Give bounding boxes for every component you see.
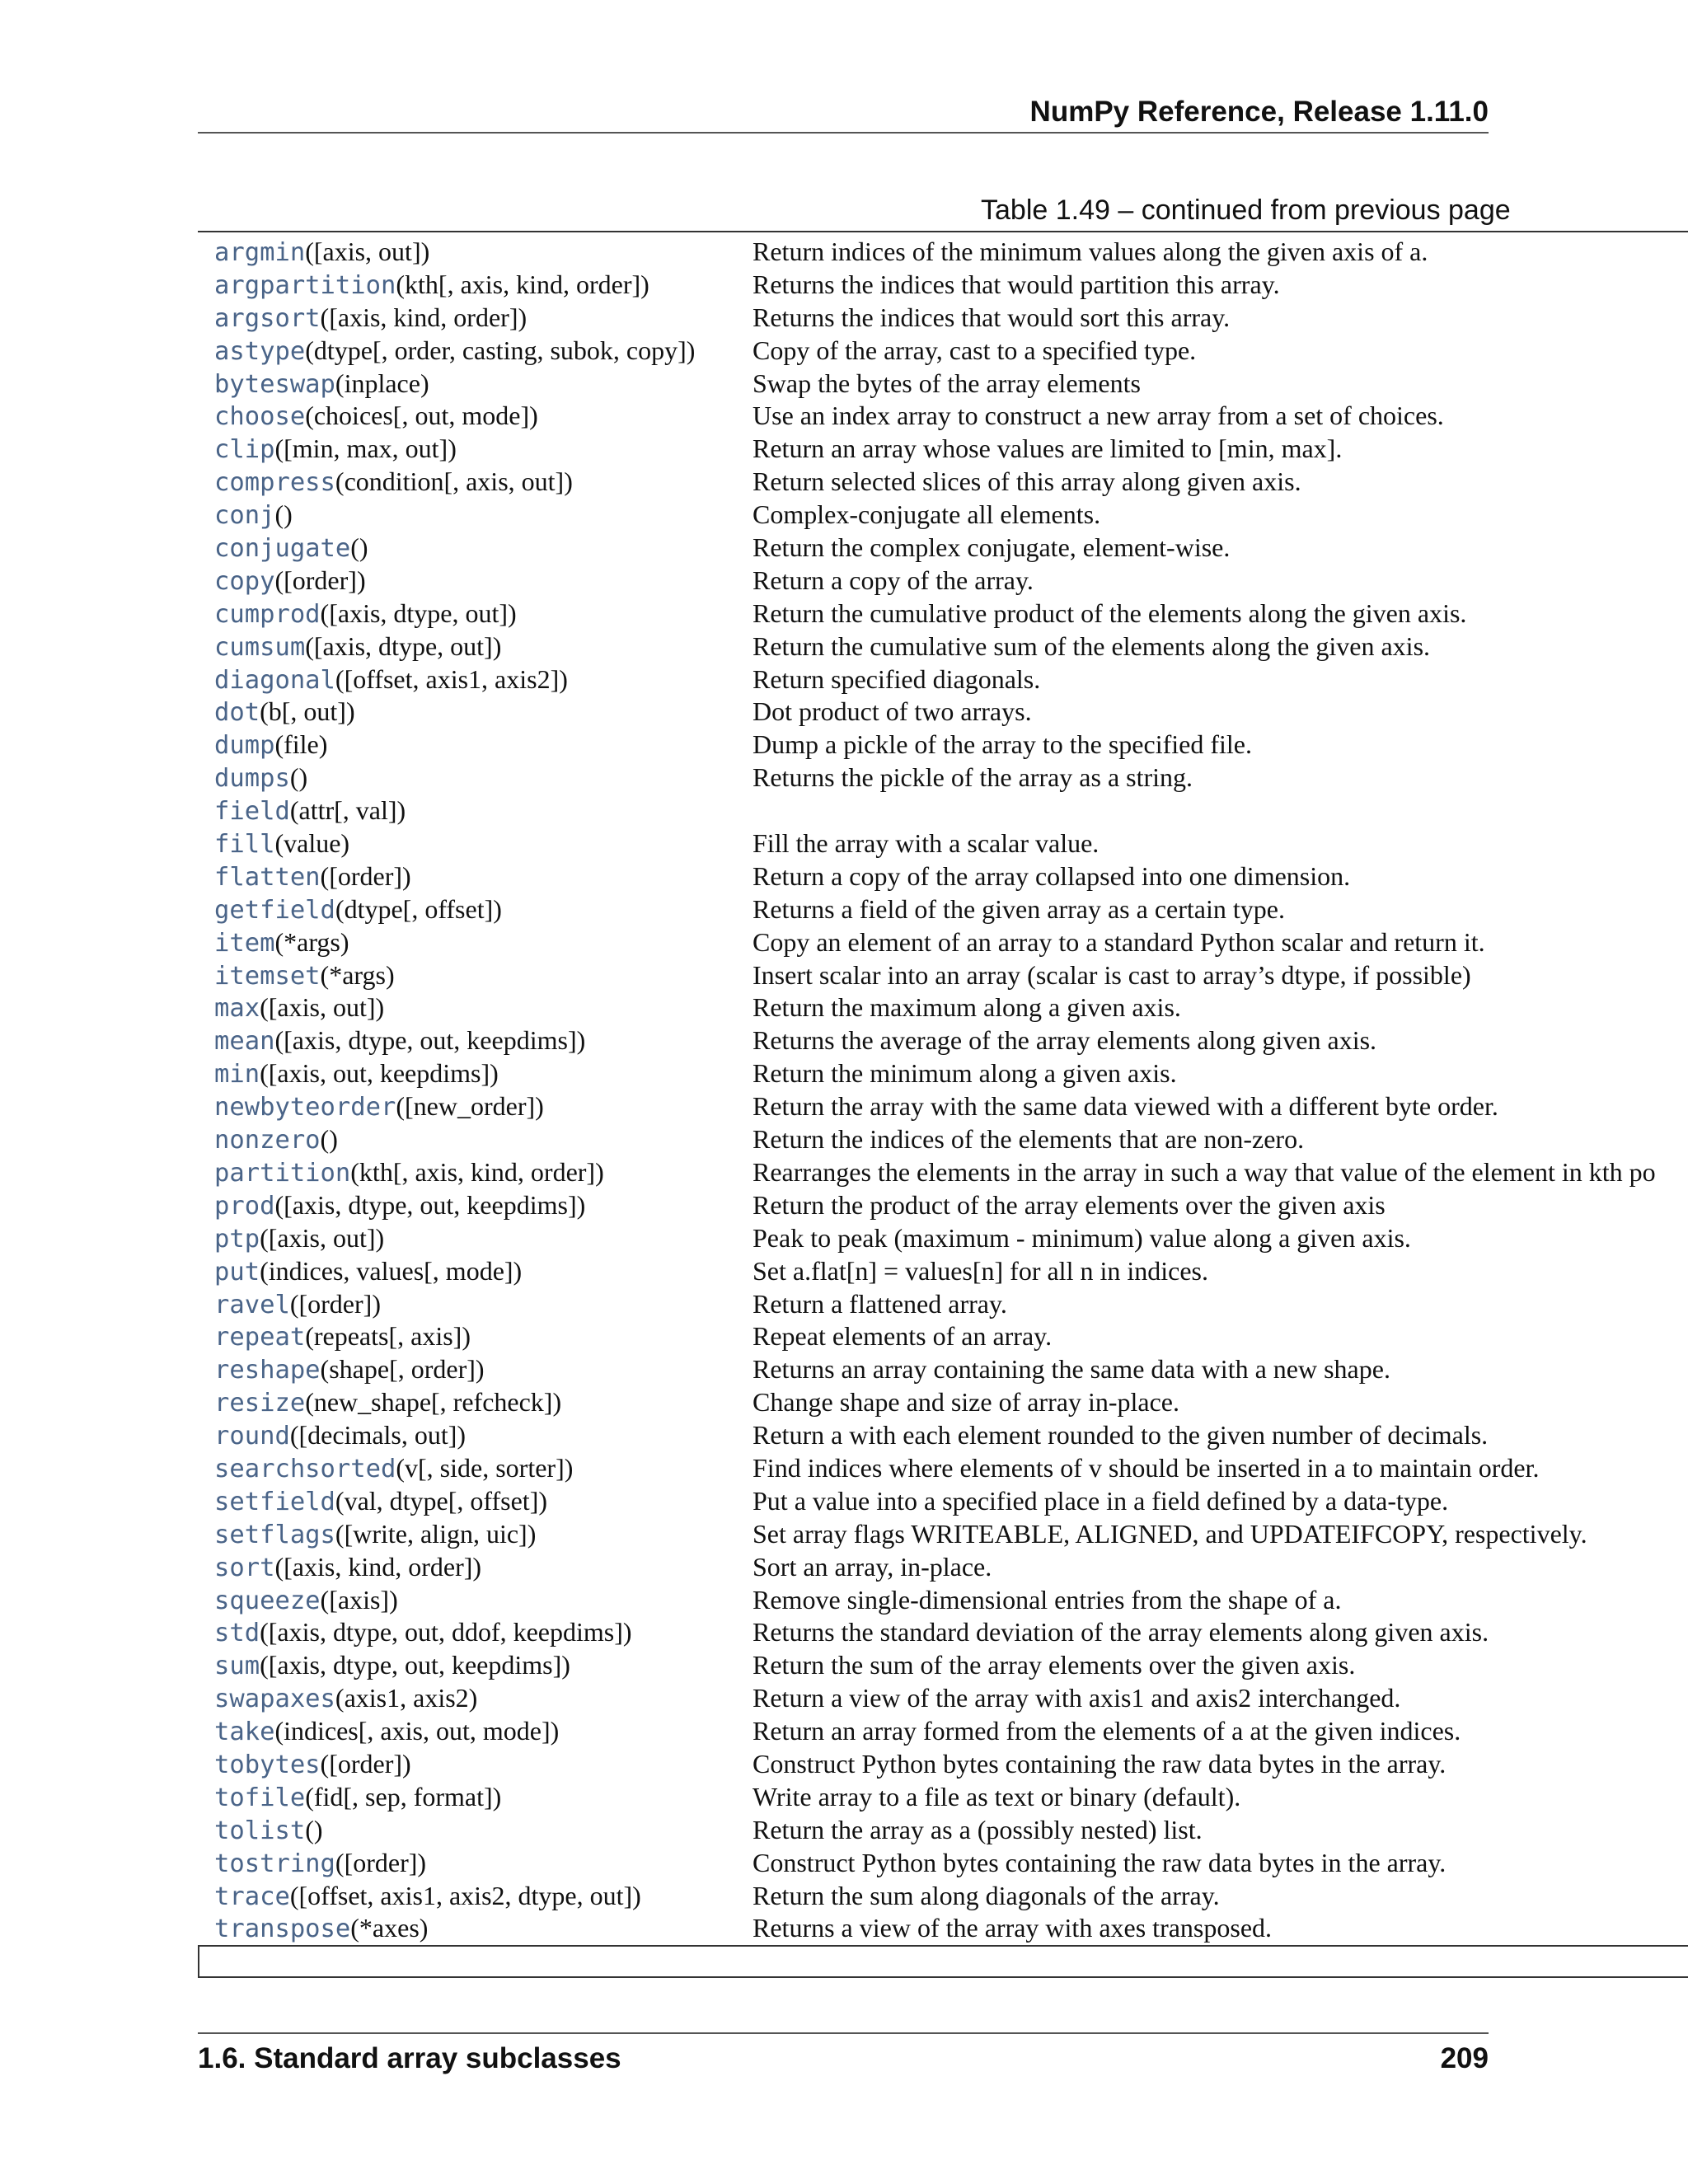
method-args: (b[, out]) xyxy=(260,696,355,727)
table-row xyxy=(198,565,1688,598)
table-row xyxy=(198,729,1688,762)
method-signature xyxy=(214,991,384,1025)
method-description: Return the minimum along a given axis. xyxy=(753,1058,1177,1089)
method-signature xyxy=(214,860,411,894)
table-row xyxy=(198,236,1688,269)
method-name-link[interactable]: choose xyxy=(214,402,306,432)
method-description: Swap the bytes of the array elements xyxy=(753,368,1141,398)
table-row xyxy=(198,1584,1688,1617)
table-row xyxy=(198,1320,1688,1353)
method-signature xyxy=(214,1584,398,1618)
table-row xyxy=(198,991,1688,1024)
method-name-link[interactable]: min xyxy=(214,1060,260,1090)
method-signature xyxy=(214,926,349,960)
table-row xyxy=(198,302,1688,335)
method-signature xyxy=(214,1715,559,1749)
method-description: Write array to a file as text or binary (default). xyxy=(753,1781,1241,1811)
method-name-link[interactable]: resize xyxy=(214,1389,306,1418)
method-description: Return the array with the same data viewed with a different byte order. xyxy=(753,1091,1498,1122)
method-signature xyxy=(214,433,457,466)
method-args: (choices[, out, mode]) xyxy=(305,401,538,431)
method-signature xyxy=(214,696,355,729)
method-signature xyxy=(214,302,527,335)
method-name-link[interactable]: newbyteorder xyxy=(214,1093,396,1122)
method-args: (dtype[, order, casting, subok, copy]) xyxy=(305,335,696,365)
table-row xyxy=(198,1090,1688,1123)
method-description: Rearranges the elements in the array in such a way that value of the element in kth po xyxy=(753,1156,1656,1187)
method-args: ([axis, kind, order]) xyxy=(320,302,528,332)
method-description: Construct Python bytes containing the raw data bytes in the array. xyxy=(753,1847,1447,1877)
method-signature xyxy=(214,1452,573,1486)
method-args: ([decimals, out]) xyxy=(289,1420,467,1451)
method-name-link[interactable]: fill xyxy=(214,830,275,860)
method-name-link[interactable]: conjugate xyxy=(214,534,351,564)
method-name-link[interactable]: cumprod xyxy=(214,599,321,629)
table-row xyxy=(198,368,1688,401)
method-args: ([axis, out]) xyxy=(305,237,430,266)
method-signature xyxy=(214,1781,501,1815)
method-args: ([offset, axis1, axis2]) xyxy=(335,663,568,694)
method-description: Returns the pickle of the array as a string. xyxy=(753,762,1193,793)
method-args: (kth[, axis, kind, order]) xyxy=(350,1156,604,1187)
method-signature xyxy=(214,598,517,631)
method-description: Copy of the array, cast to a specified type. xyxy=(753,335,1197,365)
table-row xyxy=(198,598,1688,630)
method-name-link[interactable]: squeeze xyxy=(214,1586,321,1615)
table-body xyxy=(198,236,1688,1945)
table-row xyxy=(198,1288,1688,1321)
method-signature xyxy=(214,1682,477,1716)
method-description: Return indices of the minimum values along the given axis of a. xyxy=(753,237,1428,266)
method-name-link[interactable]: flatten xyxy=(214,862,321,892)
table-row xyxy=(198,1518,1688,1551)
document-title: NumPy Reference, Release 1.11.0 xyxy=(1029,96,1489,128)
method-args: (shape[, order]) xyxy=(320,1354,485,1385)
method-signature xyxy=(214,762,307,795)
method-signature xyxy=(214,1090,544,1124)
method-description: Return the indices of the elements that are non-zero. xyxy=(753,1124,1305,1155)
method-args: (axis1, axis2) xyxy=(335,1683,478,1713)
method-description: Return the complex conjugate, element-wise. xyxy=(753,532,1231,563)
method-signature xyxy=(214,959,395,993)
method-args: () xyxy=(350,532,368,563)
table-row xyxy=(198,663,1688,696)
method-description: Insert scalar into an array (scalar is cast to array’s dtype, if possible) xyxy=(753,959,1471,990)
method-name-link[interactable]: dump xyxy=(214,731,275,761)
method-description: Fill the array with a scalar value. xyxy=(753,828,1100,859)
method-name-link[interactable]: astype xyxy=(214,336,306,366)
method-args: (*args) xyxy=(274,926,349,957)
method-args: ([axis, kind, order]) xyxy=(274,1551,482,1582)
method-signature xyxy=(214,1057,499,1091)
table-bottom-border xyxy=(198,1945,1688,1978)
method-name-link[interactable]: mean xyxy=(214,1027,275,1057)
method-name-link[interactable]: reshape xyxy=(214,1356,321,1385)
method-description: Return a flattened array. xyxy=(753,1288,1007,1319)
method-signature xyxy=(214,630,501,664)
method-args: ([axis, dtype, out, keepdims]) xyxy=(274,1025,586,1056)
method-args: () xyxy=(305,1814,323,1844)
method-description: Sort an array, in-place. xyxy=(753,1551,992,1582)
method-description: Remove single-dimensional entries from the shape of a. xyxy=(753,1584,1342,1615)
method-signature xyxy=(214,1419,466,1453)
method-signature xyxy=(214,499,293,532)
table-row xyxy=(198,1123,1688,1156)
table-row xyxy=(198,499,1688,532)
method-name-link[interactable]: std xyxy=(214,1619,260,1648)
method-args: ([new_order]) xyxy=(396,1091,544,1122)
method-description: Returns the average of the array elements along given axis. xyxy=(753,1025,1377,1056)
method-signature xyxy=(214,236,429,269)
method-args: ([order]) xyxy=(274,565,366,595)
method-description: Return the product of the array elements over the given axis xyxy=(753,1189,1386,1220)
method-args: ([axis, out, keepdims]) xyxy=(260,1058,499,1089)
method-signature xyxy=(214,1123,338,1157)
method-name-link[interactable]: item xyxy=(214,928,275,958)
method-signature xyxy=(214,466,573,499)
method-args: ([order]) xyxy=(289,1288,381,1319)
method-args: ([axis, dtype, out, keepdims]) xyxy=(274,1189,586,1220)
table-row xyxy=(198,696,1688,729)
table-row xyxy=(198,400,1688,433)
table-row xyxy=(198,1057,1688,1090)
method-description: Dot product of two arrays. xyxy=(753,696,1032,727)
method-args: (*axes) xyxy=(350,1913,429,1943)
method-description: Change shape and size of array in-place. xyxy=(753,1387,1179,1418)
method-args: ([order]) xyxy=(335,1847,427,1877)
method-name-link[interactable]: clip xyxy=(214,435,275,465)
method-name-link[interactable]: copy xyxy=(214,566,275,596)
table-row xyxy=(198,269,1688,302)
method-name-link[interactable]: argmin xyxy=(214,238,306,267)
method-args: ([axis, out]) xyxy=(260,992,385,1023)
method-args: ([order]) xyxy=(320,860,411,891)
table-row xyxy=(198,1156,1688,1189)
method-signature xyxy=(214,1880,641,1914)
method-description: Set array flags WRITEABLE, ALIGNED, and UPDATEIFCOPY, respectively. xyxy=(753,1518,1587,1549)
method-name-link[interactable]: sum xyxy=(214,1652,260,1681)
table-row xyxy=(198,827,1688,860)
table-row xyxy=(198,433,1688,466)
method-signature xyxy=(214,1255,522,1289)
method-description: Return a with each element rounded to the given number of decimals. xyxy=(753,1420,1489,1451)
table-row xyxy=(198,1912,1688,1945)
method-signature xyxy=(214,269,649,302)
method-signature xyxy=(214,1353,485,1387)
method-name-link[interactable]: byteswap xyxy=(214,369,335,399)
running-header xyxy=(198,92,1489,134)
table-row xyxy=(198,1781,1688,1814)
table-top-rule xyxy=(198,231,1688,232)
method-args: (dtype[, offset]) xyxy=(335,893,502,924)
method-args: (v[, side, sorter]) xyxy=(396,1452,574,1483)
method-name-link[interactable]: tofile xyxy=(214,1783,306,1812)
method-args: (fid[, sep, format]) xyxy=(305,1781,502,1811)
method-name-link[interactable]: round xyxy=(214,1422,290,1451)
method-name-link[interactable]: tostring xyxy=(214,1849,335,1878)
method-args: (*args) xyxy=(320,959,395,990)
method-name-link[interactable]: swapaxes xyxy=(214,1685,335,1714)
table-row xyxy=(198,926,1688,959)
method-args: ([order]) xyxy=(320,1748,411,1779)
method-signature xyxy=(214,1649,570,1683)
method-name-link[interactable]: repeat xyxy=(214,1323,306,1352)
method-args: () xyxy=(289,762,308,793)
method-signature xyxy=(214,794,406,828)
method-signature xyxy=(214,1222,384,1256)
method-args: (repeats[, axis]) xyxy=(305,1321,471,1352)
section-title: 1.6. Standard array subclasses xyxy=(198,2042,621,2074)
method-name-link[interactable]: searchsorted xyxy=(214,1454,396,1483)
method-name-link[interactable]: ravel xyxy=(214,1290,290,1319)
method-name-link[interactable]: tobytes xyxy=(214,1750,321,1779)
method-description: Return a copy of the array collapsed into one dimension. xyxy=(753,860,1351,891)
table-row xyxy=(198,1419,1688,1452)
method-signature xyxy=(214,1320,471,1354)
method-name-link[interactable]: setflags xyxy=(214,1520,335,1549)
method-name-link[interactable]: ptp xyxy=(214,1224,260,1254)
table-row xyxy=(198,1814,1688,1847)
method-args: ([axis, dtype, out, keepdims]) xyxy=(260,1650,570,1680)
table-row xyxy=(198,1452,1688,1485)
method-description: Returns a field of the given array as a certain type. xyxy=(753,893,1285,924)
method-name-link[interactable]: take xyxy=(214,1718,275,1747)
method-description: Return a view of the array with axis1 and axis2 interchanged. xyxy=(753,1683,1401,1713)
method-name-link[interactable]: dot xyxy=(214,698,260,728)
method-name-link[interactable]: sort xyxy=(214,1553,275,1582)
method-description: Return a copy of the array. xyxy=(753,565,1034,595)
method-signature xyxy=(214,1485,547,1519)
method-name-link[interactable]: partition xyxy=(214,1158,351,1188)
method-signature xyxy=(214,1518,536,1552)
method-description: Put a value into a specified place in a field defined by a data-type. xyxy=(753,1485,1449,1516)
method-args: ([axis]) xyxy=(320,1584,398,1615)
method-signature xyxy=(214,335,695,368)
method-name-link[interactable]: diagonal xyxy=(214,665,335,695)
method-args: () xyxy=(320,1124,338,1155)
method-signature xyxy=(214,893,502,927)
method-name-link[interactable]: prod xyxy=(214,1191,275,1221)
table-row xyxy=(198,893,1688,926)
table-row xyxy=(198,1353,1688,1386)
method-args: (attr[, val]) xyxy=(289,795,406,826)
method-description: Return an array formed from the elements of a at the given indices. xyxy=(753,1716,1461,1746)
table-row xyxy=(198,1189,1688,1222)
method-signature xyxy=(214,1551,481,1585)
method-signature xyxy=(214,1814,323,1848)
method-table xyxy=(198,231,1688,1980)
method-description: Return an array whose values are limited to [min, max]. xyxy=(753,434,1343,464)
method-signature xyxy=(214,1912,428,1946)
method-args: (indices, values[, mode]) xyxy=(260,1255,523,1286)
table-row xyxy=(198,532,1688,565)
table-row xyxy=(198,1748,1688,1781)
table-row xyxy=(198,860,1688,893)
method-description: Return the cumulative sum of the elements along the given axis. xyxy=(753,630,1431,661)
method-args: (indices[, axis, out, mode]) xyxy=(274,1716,560,1746)
table-row xyxy=(198,335,1688,368)
method-description: Return the sum along diagonals of the array. xyxy=(753,1880,1220,1910)
method-description: Set a.flat[n] = values[n] for all n in indices. xyxy=(753,1255,1208,1286)
table-row xyxy=(198,466,1688,499)
method-args: ([axis, dtype, out]) xyxy=(305,630,502,661)
method-description: Dump a pickle of the array to the specified file. xyxy=(753,729,1252,760)
table-row xyxy=(198,1255,1688,1288)
page-number: 209 xyxy=(1440,2042,1489,2074)
table-caption: Table 1.49 – continued from previous page xyxy=(981,194,1511,226)
method-name-link[interactable]: tolist xyxy=(214,1816,306,1845)
method-description: Return specified diagonals. xyxy=(753,663,1041,694)
method-description: Return the cumulative product of the elements along the given axis. xyxy=(753,598,1467,628)
method-description: Returns an array containing the same data with a new shape. xyxy=(753,1354,1390,1385)
method-args: (condition[, axis, out]) xyxy=(335,466,573,497)
method-name-link[interactable]: max xyxy=(214,994,260,1024)
method-signature xyxy=(214,532,368,565)
method-description: Returns a view of the array with axes transposed. xyxy=(753,1913,1273,1943)
method-name-link[interactable]: trace xyxy=(214,1882,290,1911)
table-row xyxy=(198,1386,1688,1419)
method-signature xyxy=(214,827,349,861)
method-name-link[interactable]: argsort xyxy=(214,303,321,333)
table-row xyxy=(198,1616,1688,1649)
method-args: (file) xyxy=(274,729,328,760)
method-name-link[interactable]: setfield xyxy=(214,1487,335,1516)
method-name-link[interactable]: dumps xyxy=(214,764,290,794)
method-description: Returns the indices that would sort this array. xyxy=(753,302,1231,332)
method-args: () xyxy=(274,499,293,530)
method-description: Copy an element of an array to a standard Python scalar and return it. xyxy=(753,926,1485,957)
method-signature xyxy=(214,663,568,697)
method-name-link[interactable]: nonzero xyxy=(214,1126,321,1155)
method-args: (kth[, axis, kind, order]) xyxy=(396,269,649,299)
method-signature xyxy=(214,1748,411,1782)
method-description: Use an index array to construct a new array from a set of choices. xyxy=(753,401,1444,431)
method-signature xyxy=(214,368,429,401)
method-args: (new_shape[, refcheck]) xyxy=(305,1387,562,1418)
running-footer xyxy=(198,2032,1489,2083)
table-row xyxy=(198,1222,1688,1255)
table-row xyxy=(198,959,1688,992)
method-signature xyxy=(214,1156,604,1190)
method-name-link[interactable]: transpose xyxy=(214,1915,351,1944)
method-name-link[interactable]: cumsum xyxy=(214,632,306,662)
method-description: Returns the indices that would partition this array. xyxy=(753,269,1280,299)
method-args: (inplace) xyxy=(335,368,429,398)
method-args: (val, dtype[, offset]) xyxy=(335,1485,547,1516)
method-args: ([offset, axis1, axis2, dtype, out]) xyxy=(289,1880,641,1910)
method-name-link[interactable]: compress xyxy=(214,468,335,498)
table-row xyxy=(198,1024,1688,1057)
method-description: Repeat elements of an array. xyxy=(753,1321,1053,1352)
method-name-link[interactable]: put xyxy=(214,1257,260,1286)
method-signature xyxy=(214,1189,585,1223)
method-args: ([axis, dtype, out, ddof, keepdims]) xyxy=(260,1617,632,1647)
table-row xyxy=(198,762,1688,794)
method-description: Return the maximum along a given axis. xyxy=(753,992,1181,1023)
method-args: ([min, max, out]) xyxy=(274,434,457,464)
method-signature xyxy=(214,1024,585,1058)
method-args: ([axis, dtype, out]) xyxy=(320,598,517,628)
method-signature xyxy=(214,1847,426,1881)
method-signature xyxy=(214,1288,381,1322)
method-signature xyxy=(214,400,538,434)
table-row xyxy=(198,630,1688,663)
method-name-link[interactable]: argpartition xyxy=(214,270,396,300)
method-name-link[interactable]: getfield xyxy=(214,895,335,925)
method-args: (value) xyxy=(274,828,350,859)
method-description: Find indices where elements of v should be inserted in a to maintain order. xyxy=(753,1452,1540,1483)
table-row xyxy=(198,1715,1688,1748)
table-row xyxy=(198,1880,1688,1913)
method-description: Peak to peak (maximum - minimum) value along a given axis. xyxy=(753,1222,1411,1253)
method-signature xyxy=(214,729,327,762)
table-row xyxy=(198,1485,1688,1518)
method-name-link[interactable]: conj xyxy=(214,501,275,531)
method-description: Return the array as a (possibly nested) list. xyxy=(753,1814,1203,1844)
method-args: ([axis, out]) xyxy=(260,1222,385,1253)
table-row xyxy=(198,794,1688,827)
table-row xyxy=(198,1551,1688,1584)
table-row xyxy=(198,1682,1688,1715)
method-signature xyxy=(214,565,366,598)
method-name-link[interactable]: field xyxy=(214,797,290,827)
method-description: Return the sum of the array elements over the given axis. xyxy=(753,1650,1356,1680)
method-signature xyxy=(214,1616,632,1650)
method-description: Return selected slices of this array along given axis. xyxy=(753,466,1301,497)
table-row xyxy=(198,1847,1688,1880)
method-description: Complex-conjugate all elements. xyxy=(753,499,1101,530)
method-signature xyxy=(214,1386,561,1420)
method-description: Construct Python bytes containing the raw data bytes in the array. xyxy=(753,1748,1447,1779)
table-row xyxy=(198,1649,1688,1682)
method-args: ([write, align, uic]) xyxy=(335,1518,537,1549)
method-name-link[interactable]: itemset xyxy=(214,961,321,991)
method-description: Returns the standard deviation of the array elements along given axis. xyxy=(753,1617,1489,1647)
